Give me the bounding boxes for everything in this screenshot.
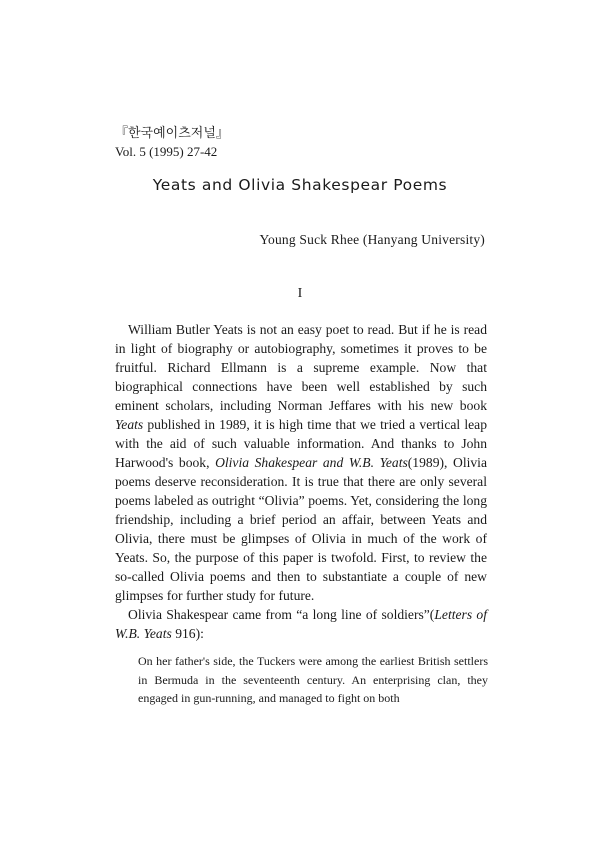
paragraph-text: (1989), Olivia poems deserve reconsideration. It is true that there are only several poems labeled as outright “Olivia” poems. Yet, considering the long friendship, including a brief period an affair, between Yeats and Olivia, there must be glimpses of Olivia in much of the work of Yeats. So, the purpose of this paper is twofold. First, to review the so-called Olivia poems and then to substantiate a couple of new glimpses for further study for future.	[115, 455, 487, 603]
section-heading: I	[297, 286, 303, 301]
journal-name: 『한국예이츠저널』	[115, 125, 229, 140]
block-quote-text: On her father's side, the Tuckers were among the earliest British settlers in Bermuda in the seventeenth century. An enterprising clan, they engaged in gun-running, and managed to fight on both	[138, 654, 488, 705]
journal-header	[115, 123, 229, 161]
italic-title: Olivia Shakespear and W.B. Yeats	[215, 455, 408, 470]
paragraph-text: published in 1989, it is high time that we tried a vertical leap with the aid of such valuable information. And thanks to John Harwood's book,	[115, 417, 487, 470]
paragraph-text: Olivia Shakespear came from “a long line of soldiers”(	[128, 607, 435, 622]
paragraph-text: William Butler Yeats is not an easy poet to read. But if he is read in light of biography or autobiography, sometimes it proves to be fruitful. Richard Ellmann is a supreme example. Now that biographical connections have been well established by such eminent scholars, including Norman Jeffares with his new book	[115, 322, 487, 413]
paragraph-text: 916):	[171, 626, 204, 641]
paragraph	[115, 320, 487, 605]
body-text	[115, 320, 487, 643]
paragraph	[115, 605, 487, 643]
block-quote	[138, 652, 488, 708]
journal-volume: Vol. 5 (1995) 27-42	[115, 144, 218, 159]
author-affiliation: Young Suck Rhee (Hanyang University)	[259, 232, 485, 247]
italic-title: Yeats	[115, 417, 144, 432]
paper-title: Yeats and Olivia Shakespear Poems	[152, 176, 448, 194]
italic-title: Letters of W.B. Yeats	[115, 607, 487, 641]
